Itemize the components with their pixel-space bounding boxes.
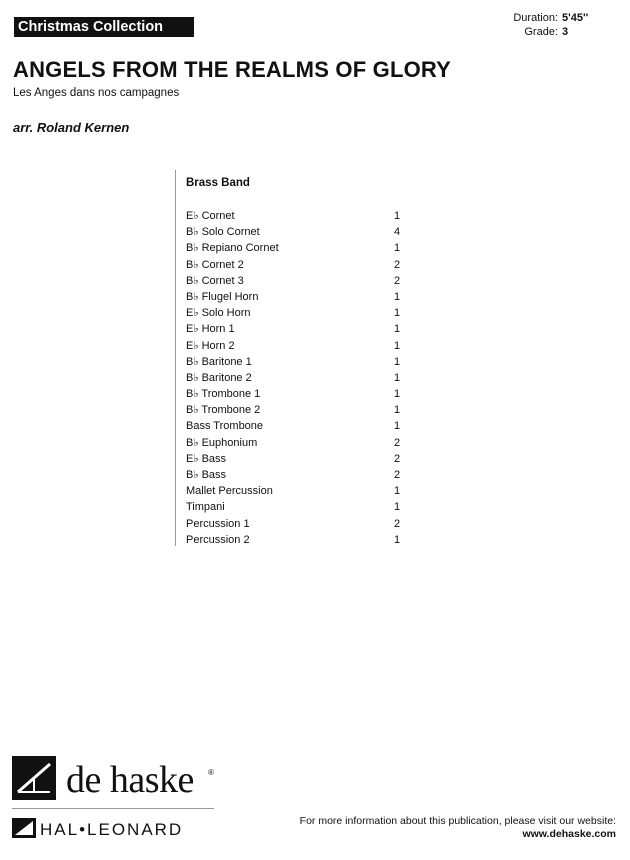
part-count: 2 — [394, 436, 401, 449]
part-row — [186, 483, 426, 499]
part-count: 1 — [394, 485, 401, 498]
duration-row — [513, 11, 589, 25]
part-count: 2 — [394, 274, 401, 287]
duration-value: 5'45'' — [562, 12, 589, 24]
part-name: E♭ Horn 2 — [186, 339, 235, 352]
part-row — [186, 321, 426, 337]
part-name: B♭ Solo Cornet — [186, 226, 260, 239]
instrumentation-heading: Brass Band — [186, 177, 250, 189]
part-count: 1 — [394, 501, 401, 514]
arranger-credit: arr. Roland Kernen — [13, 120, 130, 135]
part-count: 1 — [394, 388, 401, 401]
duration-label: Duration: — [513, 12, 558, 24]
part-count: 1 — [394, 404, 401, 417]
part-row — [186, 370, 426, 386]
part-row — [186, 418, 426, 434]
part-name: B♭ Euphonium — [186, 436, 258, 449]
part-count: 1 — [394, 420, 401, 433]
part-name: B♭ Flugel Horn — [186, 290, 259, 303]
parent-publisher-name: HAL•LEONARD — [40, 820, 184, 839]
part-row — [186, 208, 426, 224]
hal-leonard-logo-icon — [12, 818, 36, 838]
part-row — [186, 516, 426, 532]
part-count: 1 — [394, 533, 401, 546]
page-title: ANGELS FROM THE REALMS OF GLORY — [13, 57, 452, 82]
part-count: 1 — [394, 242, 401, 255]
footer-text: For more information about this publication, please visit our website: — [299, 815, 616, 827]
part-count: 1 — [394, 355, 401, 368]
part-name: E♭ Bass — [186, 452, 227, 465]
part-row — [186, 532, 426, 548]
part-name: B♭ Cornet 3 — [186, 274, 244, 287]
grade-row — [513, 25, 586, 39]
part-row — [186, 289, 426, 305]
part-name: Mallet Percussion — [186, 485, 273, 498]
parts-list — [186, 208, 426, 548]
series-badge: Christmas Collection — [14, 17, 194, 37]
part-count: 2 — [394, 452, 401, 465]
part-name: B♭ Cornet 2 — [186, 258, 244, 271]
part-count: 2 — [394, 517, 401, 530]
registered-mark: ® — [208, 768, 214, 777]
instrumentation-panel — [175, 170, 435, 546]
part-name: Timpani — [186, 501, 225, 514]
grade-value: 3 — [562, 26, 569, 38]
part-row — [186, 467, 426, 483]
part-name: B♭ Baritone 1 — [186, 355, 252, 368]
part-row — [186, 257, 426, 273]
publisher-logo — [12, 752, 214, 844]
logo-divider — [12, 808, 214, 809]
part-name: B♭ Trombone 2 — [186, 404, 261, 417]
part-name: B♭ Repiano Cornet — [186, 242, 279, 255]
part-row — [186, 499, 426, 515]
part-row — [186, 338, 426, 354]
part-name: E♭ Horn 1 — [186, 323, 235, 336]
part-row — [186, 273, 426, 289]
part-name: Bass Trombone — [186, 420, 264, 433]
part-name: B♭ Baritone 2 — [186, 371, 252, 384]
page-subtitle: Les Anges dans nos campagnes — [13, 87, 180, 99]
part-name: B♭ Bass — [186, 469, 227, 481]
website-link[interactable]: www.dehaske.com — [522, 828, 616, 840]
part-row — [186, 305, 426, 321]
part-row — [186, 451, 426, 467]
dehaske-logo-icon — [12, 756, 56, 800]
part-count: 1 — [394, 339, 401, 352]
part-name: Percussion 2 — [186, 533, 250, 546]
part-row — [186, 240, 426, 256]
part-count: 1 — [394, 307, 401, 320]
instrumentation-divider — [175, 170, 176, 546]
part-row — [186, 224, 426, 240]
part-count: 4 — [394, 226, 401, 239]
part-count: 1 — [394, 290, 401, 303]
part-count: 1 — [394, 323, 401, 336]
part-row — [186, 402, 426, 418]
score-meta — [513, 11, 589, 39]
grade-label: Grade: — [524, 26, 558, 38]
part-count: 2 — [394, 258, 401, 271]
part-name: E♭ Solo Horn — [186, 307, 251, 320]
part-row — [186, 354, 426, 370]
part-row — [186, 435, 426, 451]
part-name: E♭ Cornet — [186, 210, 235, 222]
part-name: B♭ Trombone 1 — [186, 388, 261, 401]
part-count: 1 — [394, 371, 401, 384]
publisher-name: de haske — [66, 759, 194, 801]
part-name: Percussion 1 — [186, 517, 250, 530]
part-count: 2 — [394, 469, 401, 481]
part-row — [186, 386, 426, 402]
footer-info — [300, 815, 616, 841]
part-count: 1 — [394, 210, 401, 222]
